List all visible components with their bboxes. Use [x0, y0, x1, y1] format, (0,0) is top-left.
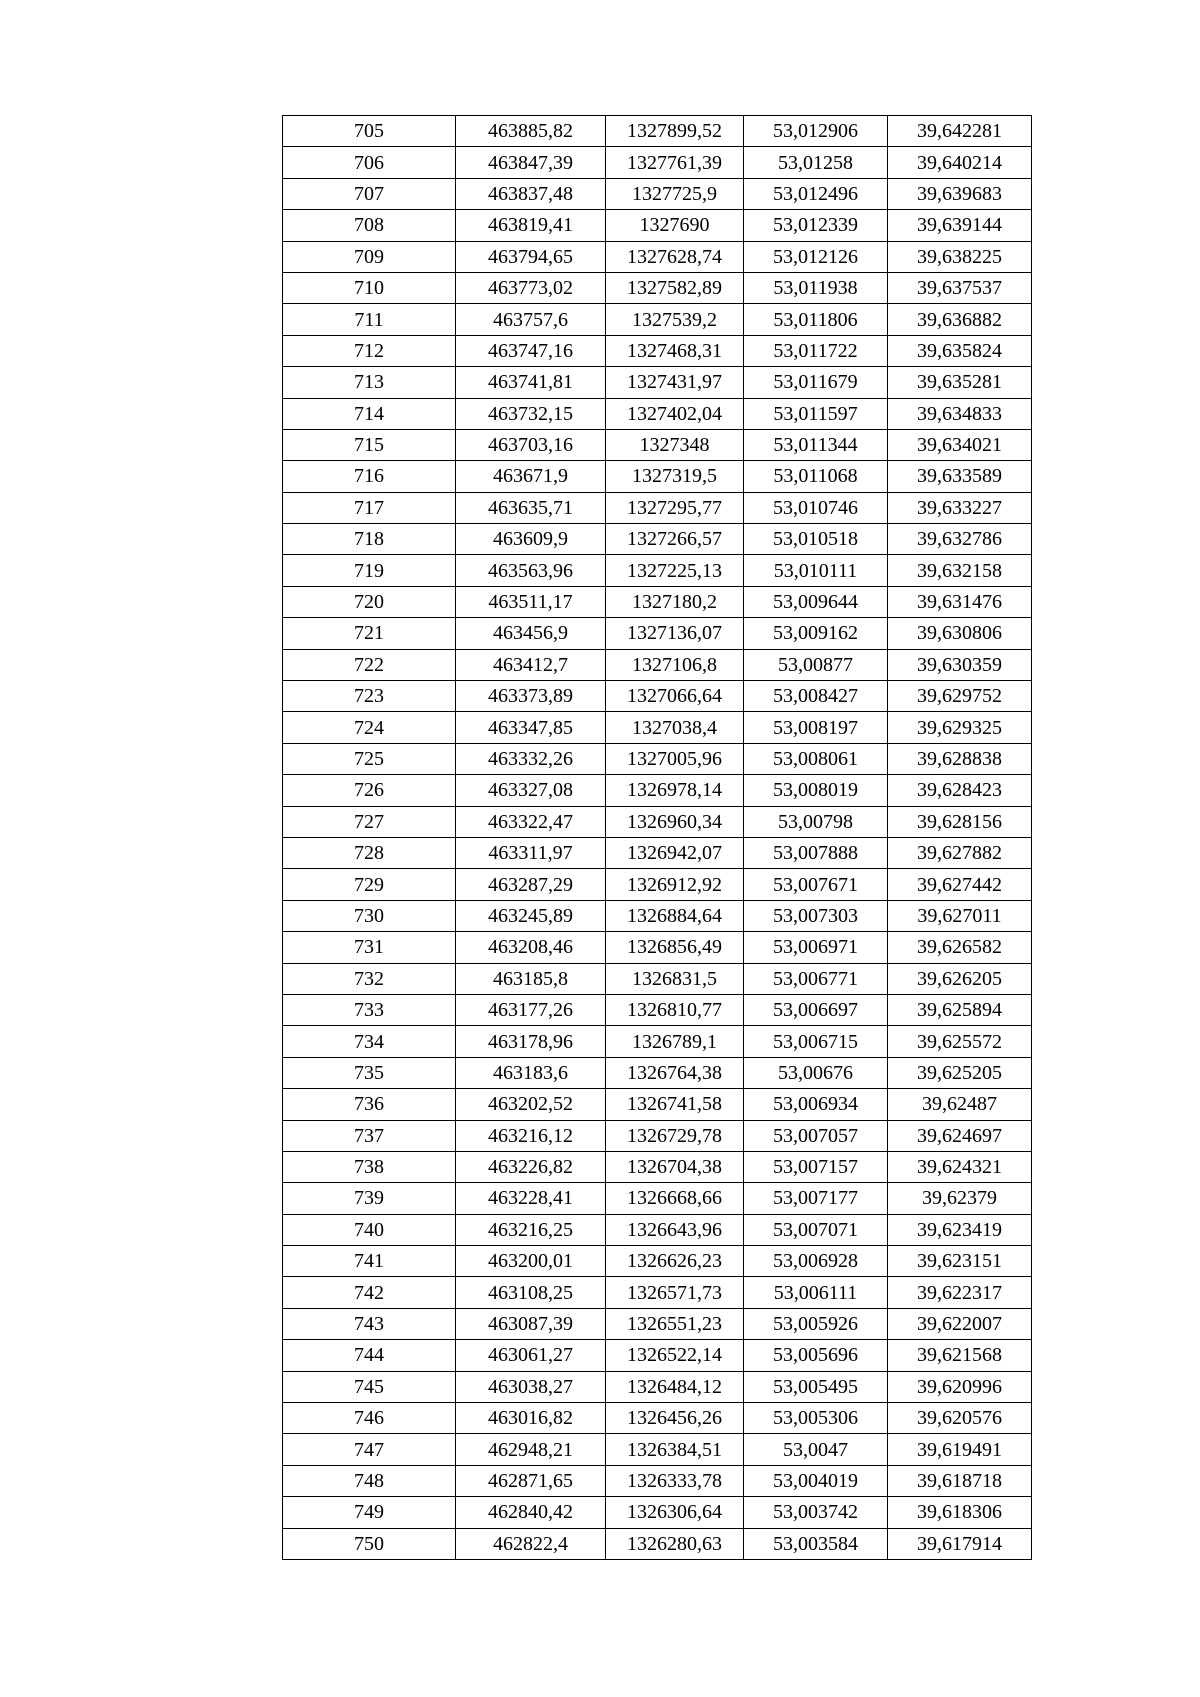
y-coordinate-cell: 1327066,64 [606, 681, 744, 712]
y-coordinate-cell: 1327136,07 [606, 618, 744, 649]
x-coordinate-cell: 463087,39 [456, 1308, 606, 1339]
longitude-cell: 39,622317 [888, 1277, 1032, 1308]
point-number-cell: 728 [283, 837, 456, 868]
latitude-cell: 53,008061 [744, 743, 888, 774]
table-row [283, 524, 1032, 555]
latitude-cell: 53,006697 [744, 994, 888, 1025]
point-number-cell: 742 [283, 1277, 456, 1308]
point-number-cell: 717 [283, 492, 456, 523]
y-coordinate-cell: 1326456,26 [606, 1403, 744, 1434]
x-coordinate-cell: 463226,82 [456, 1151, 606, 1182]
point-number-cell: 743 [283, 1308, 456, 1339]
point-number-cell: 745 [283, 1371, 456, 1402]
y-coordinate-cell: 1326704,38 [606, 1151, 744, 1182]
point-number-cell: 740 [283, 1214, 456, 1245]
x-coordinate-cell: 463183,6 [456, 1057, 606, 1088]
table-row [283, 116, 1032, 147]
table-row [283, 681, 1032, 712]
x-coordinate-cell: 462840,42 [456, 1497, 606, 1528]
y-coordinate-cell: 1326856,49 [606, 932, 744, 963]
longitude-cell: 39,629752 [888, 681, 1032, 712]
longitude-cell: 39,636882 [888, 304, 1032, 335]
latitude-cell: 53,007671 [744, 869, 888, 900]
longitude-cell: 39,623419 [888, 1214, 1032, 1245]
x-coordinate-cell: 463837,48 [456, 178, 606, 209]
y-coordinate-cell: 1327628,74 [606, 241, 744, 272]
point-number-cell: 707 [283, 178, 456, 209]
y-coordinate-cell: 1327348 [606, 429, 744, 460]
longitude-cell: 39,638225 [888, 241, 1032, 272]
y-coordinate-cell: 1326384,51 [606, 1434, 744, 1465]
y-coordinate-cell: 1327225,13 [606, 555, 744, 586]
latitude-cell: 53,0047 [744, 1434, 888, 1465]
x-coordinate-cell: 463208,46 [456, 932, 606, 963]
point-number-cell: 730 [283, 900, 456, 931]
table-row [283, 1465, 1032, 1496]
x-coordinate-cell: 463773,02 [456, 272, 606, 303]
x-coordinate-cell: 463347,85 [456, 712, 606, 743]
x-coordinate-cell: 463747,16 [456, 335, 606, 366]
latitude-cell: 53,010746 [744, 492, 888, 523]
latitude-cell: 53,006111 [744, 1277, 888, 1308]
x-coordinate-cell: 463732,15 [456, 398, 606, 429]
x-coordinate-cell: 463216,25 [456, 1214, 606, 1245]
x-coordinate-cell: 463327,08 [456, 775, 606, 806]
x-coordinate-cell: 463703,16 [456, 429, 606, 460]
latitude-cell: 53,012126 [744, 241, 888, 272]
point-number-cell: 713 [283, 367, 456, 398]
latitude-cell: 53,007071 [744, 1214, 888, 1245]
latitude-cell: 53,012906 [744, 116, 888, 147]
point-number-cell: 741 [283, 1246, 456, 1277]
x-coordinate-cell: 463228,41 [456, 1183, 606, 1214]
y-coordinate-cell: 1327295,77 [606, 492, 744, 523]
x-coordinate-cell: 463185,8 [456, 963, 606, 994]
latitude-cell: 53,005696 [744, 1340, 888, 1371]
y-coordinate-cell: 1327468,31 [606, 335, 744, 366]
latitude-cell: 53,011679 [744, 367, 888, 398]
table-row [283, 429, 1032, 460]
latitude-cell: 53,006934 [744, 1089, 888, 1120]
latitude-cell: 53,010518 [744, 524, 888, 555]
table-row [283, 461, 1032, 492]
y-coordinate-cell: 1326942,07 [606, 837, 744, 868]
table-row [283, 1151, 1032, 1182]
x-coordinate-cell: 463016,82 [456, 1403, 606, 1434]
point-number-cell: 716 [283, 461, 456, 492]
point-number-cell: 738 [283, 1151, 456, 1182]
point-number-cell: 723 [283, 681, 456, 712]
point-number-cell: 724 [283, 712, 456, 743]
longitude-cell: 39,627882 [888, 837, 1032, 868]
y-coordinate-cell: 1327106,8 [606, 649, 744, 680]
point-number-cell: 735 [283, 1057, 456, 1088]
y-coordinate-cell: 1327690 [606, 210, 744, 241]
longitude-cell: 39,618306 [888, 1497, 1032, 1528]
point-number-cell: 722 [283, 649, 456, 680]
x-coordinate-cell: 463202,52 [456, 1089, 606, 1120]
x-coordinate-cell: 463178,96 [456, 1026, 606, 1057]
latitude-cell: 53,009162 [744, 618, 888, 649]
x-coordinate-cell: 463412,7 [456, 649, 606, 680]
longitude-cell: 39,634833 [888, 398, 1032, 429]
point-number-cell: 736 [283, 1089, 456, 1120]
x-coordinate-cell: 463200,01 [456, 1246, 606, 1277]
longitude-cell: 39,625205 [888, 1057, 1032, 1088]
x-coordinate-cell: 463332,26 [456, 743, 606, 774]
longitude-cell: 39,640214 [888, 147, 1032, 178]
x-coordinate-cell: 463108,25 [456, 1277, 606, 1308]
longitude-cell: 39,627442 [888, 869, 1032, 900]
y-coordinate-cell: 1327582,89 [606, 272, 744, 303]
x-coordinate-cell: 463373,89 [456, 681, 606, 712]
table-row [283, 1089, 1032, 1120]
longitude-cell: 39,62379 [888, 1183, 1032, 1214]
longitude-cell: 39,628423 [888, 775, 1032, 806]
table-row [283, 649, 1032, 680]
y-coordinate-cell: 1326571,73 [606, 1277, 744, 1308]
table-row [283, 1528, 1032, 1559]
longitude-cell: 39,631476 [888, 586, 1032, 617]
longitude-cell: 39,624697 [888, 1120, 1032, 1151]
table-row [283, 586, 1032, 617]
latitude-cell: 53,007157 [744, 1151, 888, 1182]
point-number-cell: 720 [283, 586, 456, 617]
table-row [283, 743, 1032, 774]
table-row [283, 1120, 1032, 1151]
longitude-cell: 39,639683 [888, 178, 1032, 209]
point-number-cell: 721 [283, 618, 456, 649]
y-coordinate-cell: 1326810,77 [606, 994, 744, 1025]
latitude-cell: 53,00676 [744, 1057, 888, 1088]
latitude-cell: 53,006715 [744, 1026, 888, 1057]
point-number-cell: 739 [283, 1183, 456, 1214]
table-row [283, 398, 1032, 429]
table-row [283, 1277, 1032, 1308]
point-number-cell: 750 [283, 1528, 456, 1559]
y-coordinate-cell: 1326626,23 [606, 1246, 744, 1277]
table-row [283, 1214, 1032, 1245]
point-number-cell: 712 [283, 335, 456, 366]
table-row [283, 1434, 1032, 1465]
table-row [283, 304, 1032, 335]
longitude-cell: 39,622007 [888, 1308, 1032, 1339]
y-coordinate-cell: 1326668,66 [606, 1183, 744, 1214]
latitude-cell: 53,010111 [744, 555, 888, 586]
y-coordinate-cell: 1327005,96 [606, 743, 744, 774]
table-row [283, 712, 1032, 743]
longitude-cell: 39,632786 [888, 524, 1032, 555]
y-coordinate-cell: 1327539,2 [606, 304, 744, 335]
point-number-cell: 706 [283, 147, 456, 178]
x-coordinate-cell: 463885,82 [456, 116, 606, 147]
y-coordinate-cell: 1326831,5 [606, 963, 744, 994]
y-coordinate-cell: 1327180,2 [606, 586, 744, 617]
latitude-cell: 53,012496 [744, 178, 888, 209]
point-number-cell: 705 [283, 116, 456, 147]
longitude-cell: 39,625894 [888, 994, 1032, 1025]
point-number-cell: 744 [283, 1340, 456, 1371]
latitude-cell: 53,00877 [744, 649, 888, 680]
x-coordinate-cell: 462948,21 [456, 1434, 606, 1465]
latitude-cell: 53,01258 [744, 147, 888, 178]
longitude-cell: 39,628156 [888, 806, 1032, 837]
table-row [283, 1340, 1032, 1371]
longitude-cell: 39,628838 [888, 743, 1032, 774]
x-coordinate-cell: 463847,39 [456, 147, 606, 178]
longitude-cell: 39,619491 [888, 1434, 1032, 1465]
point-number-cell: 708 [283, 210, 456, 241]
point-number-cell: 710 [283, 272, 456, 303]
point-number-cell: 711 [283, 304, 456, 335]
longitude-cell: 39,623151 [888, 1246, 1032, 1277]
y-coordinate-cell: 1327266,57 [606, 524, 744, 555]
x-coordinate-cell: 463741,81 [456, 367, 606, 398]
latitude-cell: 53,007303 [744, 900, 888, 931]
table-row [283, 1246, 1032, 1277]
latitude-cell: 53,008019 [744, 775, 888, 806]
y-coordinate-cell: 1326551,23 [606, 1308, 744, 1339]
y-coordinate-cell: 1326280,63 [606, 1528, 744, 1559]
table-row [283, 1183, 1032, 1214]
point-number-cell: 709 [283, 241, 456, 272]
table-row [283, 900, 1032, 931]
latitude-cell: 53,011806 [744, 304, 888, 335]
latitude-cell: 53,012339 [744, 210, 888, 241]
point-number-cell: 715 [283, 429, 456, 460]
latitude-cell: 53,011938 [744, 272, 888, 303]
y-coordinate-cell: 1327899,52 [606, 116, 744, 147]
x-coordinate-cell: 463322,47 [456, 806, 606, 837]
longitude-cell: 39,62487 [888, 1089, 1032, 1120]
y-coordinate-cell: 1326333,78 [606, 1465, 744, 1496]
x-coordinate-cell: 462871,65 [456, 1465, 606, 1496]
y-coordinate-cell: 1326884,64 [606, 900, 744, 931]
y-coordinate-cell: 1326978,14 [606, 775, 744, 806]
latitude-cell: 53,006928 [744, 1246, 888, 1277]
point-number-cell: 748 [283, 1465, 456, 1496]
point-number-cell: 714 [283, 398, 456, 429]
latitude-cell: 53,011597 [744, 398, 888, 429]
table-row [283, 1308, 1032, 1339]
longitude-cell: 39,633227 [888, 492, 1032, 523]
table-row [283, 492, 1032, 523]
y-coordinate-cell: 1326729,78 [606, 1120, 744, 1151]
x-coordinate-cell: 463563,96 [456, 555, 606, 586]
point-number-cell: 733 [283, 994, 456, 1025]
latitude-cell: 53,007888 [744, 837, 888, 868]
y-coordinate-cell: 1327431,97 [606, 367, 744, 398]
latitude-cell: 53,00798 [744, 806, 888, 837]
y-coordinate-cell: 1326789,1 [606, 1026, 744, 1057]
point-number-cell: 749 [283, 1497, 456, 1528]
longitude-cell: 39,630806 [888, 618, 1032, 649]
longitude-cell: 39,634021 [888, 429, 1032, 460]
latitude-cell: 53,008427 [744, 681, 888, 712]
x-coordinate-cell: 463061,27 [456, 1340, 606, 1371]
y-coordinate-cell: 1326522,14 [606, 1340, 744, 1371]
y-coordinate-cell: 1327725,9 [606, 178, 744, 209]
table-row [283, 367, 1032, 398]
y-coordinate-cell: 1326643,96 [606, 1214, 744, 1245]
table-row [283, 1371, 1032, 1402]
longitude-cell: 39,617914 [888, 1528, 1032, 1559]
x-coordinate-cell: 463177,26 [456, 994, 606, 1025]
point-number-cell: 732 [283, 963, 456, 994]
longitude-cell: 39,625572 [888, 1026, 1032, 1057]
latitude-cell: 53,006971 [744, 932, 888, 963]
point-number-cell: 734 [283, 1026, 456, 1057]
table-row [283, 272, 1032, 303]
latitude-cell: 53,011722 [744, 335, 888, 366]
x-coordinate-cell: 463456,9 [456, 618, 606, 649]
x-coordinate-cell: 463216,12 [456, 1120, 606, 1151]
table-row [283, 837, 1032, 868]
x-coordinate-cell: 463311,97 [456, 837, 606, 868]
longitude-cell: 39,635281 [888, 367, 1032, 398]
table-row [283, 555, 1032, 586]
table-row [283, 1026, 1032, 1057]
table-row [283, 210, 1032, 241]
latitude-cell: 53,005306 [744, 1403, 888, 1434]
longitude-cell: 39,620576 [888, 1403, 1032, 1434]
longitude-cell: 39,620996 [888, 1371, 1032, 1402]
y-coordinate-cell: 1326741,58 [606, 1089, 744, 1120]
y-coordinate-cell: 1326484,12 [606, 1371, 744, 1402]
table-row [283, 178, 1032, 209]
longitude-cell: 39,629325 [888, 712, 1032, 743]
point-number-cell: 727 [283, 806, 456, 837]
latitude-cell: 53,006771 [744, 963, 888, 994]
latitude-cell: 53,005495 [744, 1371, 888, 1402]
longitude-cell: 39,618718 [888, 1465, 1032, 1496]
x-coordinate-cell: 463819,41 [456, 210, 606, 241]
y-coordinate-cell: 1326306,64 [606, 1497, 744, 1528]
latitude-cell: 53,007177 [744, 1183, 888, 1214]
y-coordinate-cell: 1326912,92 [606, 869, 744, 900]
longitude-cell: 39,633589 [888, 461, 1032, 492]
latitude-cell: 53,008197 [744, 712, 888, 743]
table-row [283, 806, 1032, 837]
x-coordinate-cell: 462822,4 [456, 1528, 606, 1559]
latitude-cell: 53,005926 [744, 1308, 888, 1339]
point-number-cell: 725 [283, 743, 456, 774]
longitude-cell: 39,621568 [888, 1340, 1032, 1371]
table-row [283, 932, 1032, 963]
table-row [283, 147, 1032, 178]
table-row [283, 335, 1032, 366]
y-coordinate-cell: 1327761,39 [606, 147, 744, 178]
point-number-cell: 747 [283, 1434, 456, 1465]
table-row [283, 775, 1032, 806]
x-coordinate-cell: 463671,9 [456, 461, 606, 492]
table-row [283, 963, 1032, 994]
table-row [283, 994, 1032, 1025]
x-coordinate-cell: 463038,27 [456, 1371, 606, 1402]
longitude-cell: 39,639144 [888, 210, 1032, 241]
coordinates-table [282, 115, 1032, 1560]
longitude-cell: 39,632158 [888, 555, 1032, 586]
longitude-cell: 39,626205 [888, 963, 1032, 994]
table-row [283, 618, 1032, 649]
point-number-cell: 726 [283, 775, 456, 806]
point-number-cell: 746 [283, 1403, 456, 1434]
table-row [283, 1403, 1032, 1434]
y-coordinate-cell: 1326764,38 [606, 1057, 744, 1088]
table-row [283, 869, 1032, 900]
latitude-cell: 53,011068 [744, 461, 888, 492]
longitude-cell: 39,635824 [888, 335, 1032, 366]
x-coordinate-cell: 463635,71 [456, 492, 606, 523]
latitude-cell: 53,009644 [744, 586, 888, 617]
table-row [283, 1057, 1032, 1088]
x-coordinate-cell: 463609,9 [456, 524, 606, 555]
x-coordinate-cell: 463757,6 [456, 304, 606, 335]
latitude-cell: 53,004019 [744, 1465, 888, 1496]
y-coordinate-cell: 1327402,04 [606, 398, 744, 429]
longitude-cell: 39,637537 [888, 272, 1032, 303]
y-coordinate-cell: 1326960,34 [606, 806, 744, 837]
longitude-cell: 39,642281 [888, 116, 1032, 147]
point-number-cell: 718 [283, 524, 456, 555]
y-coordinate-cell: 1327038,4 [606, 712, 744, 743]
table-row [283, 1497, 1032, 1528]
point-number-cell: 737 [283, 1120, 456, 1151]
x-coordinate-cell: 463245,89 [456, 900, 606, 931]
x-coordinate-cell: 463287,29 [456, 869, 606, 900]
point-number-cell: 729 [283, 869, 456, 900]
latitude-cell: 53,003742 [744, 1497, 888, 1528]
longitude-cell: 39,627011 [888, 900, 1032, 931]
point-number-cell: 731 [283, 932, 456, 963]
table-row [283, 241, 1032, 272]
latitude-cell: 53,003584 [744, 1528, 888, 1559]
x-coordinate-cell: 463794,65 [456, 241, 606, 272]
point-number-cell: 719 [283, 555, 456, 586]
coordinates-table-body [283, 116, 1032, 1560]
y-coordinate-cell: 1327319,5 [606, 461, 744, 492]
x-coordinate-cell: 463511,17 [456, 586, 606, 617]
longitude-cell: 39,624321 [888, 1151, 1032, 1182]
longitude-cell: 39,630359 [888, 649, 1032, 680]
latitude-cell: 53,007057 [744, 1120, 888, 1151]
longitude-cell: 39,626582 [888, 932, 1032, 963]
latitude-cell: 53,011344 [744, 429, 888, 460]
